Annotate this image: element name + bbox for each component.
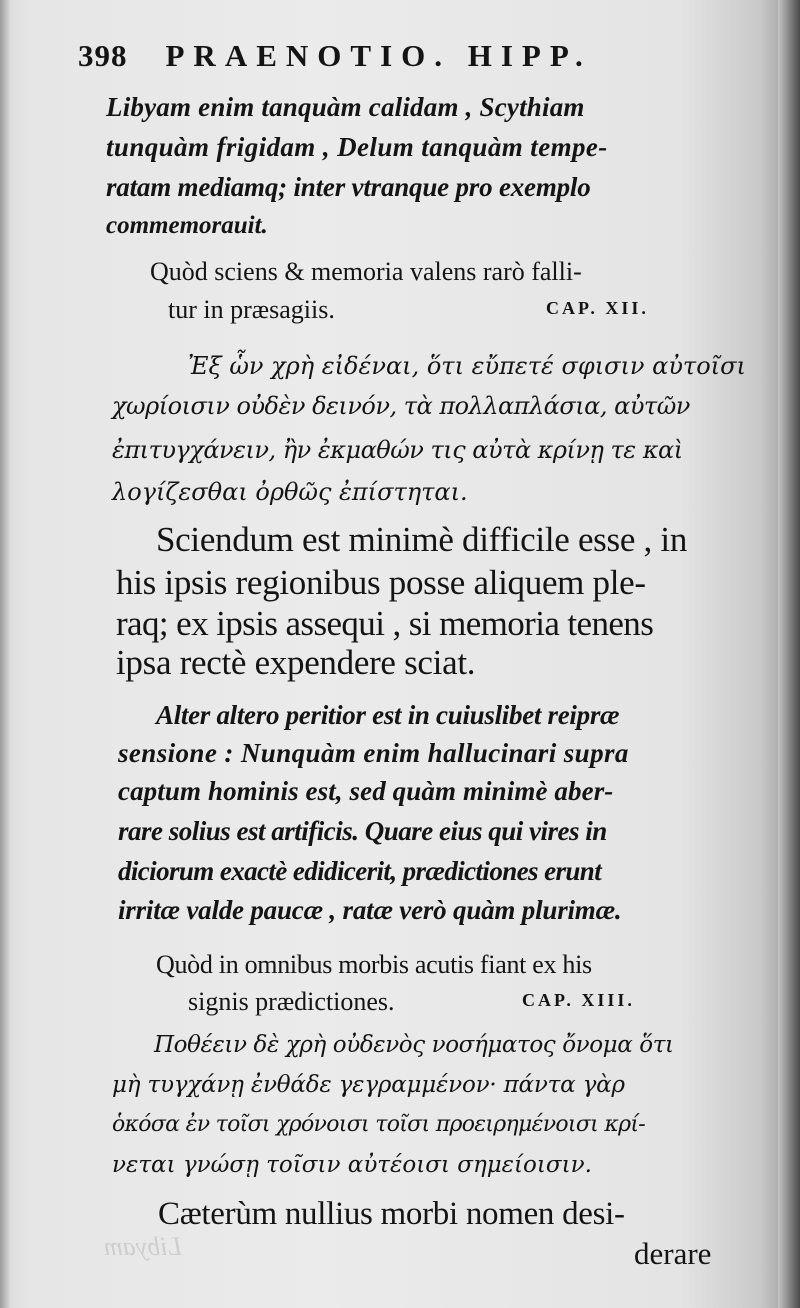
running-title: PRAENOTIO. HIPP. (165, 38, 592, 73)
block1-line: commemorauit. (106, 212, 268, 239)
commentary-line: diciorum exactè edidicerit, prædictiones erunt (118, 856, 602, 886)
greek-line: ὁκόσα ἐν τοῖσι χρόνοισι τοῖσι προειρημένοισι κρί- (112, 1112, 645, 1137)
catchword-bleed-through: Libyam (104, 1232, 182, 1261)
page-number: 398 (78, 38, 128, 73)
commentary-line: Alter altero peritior est in cuiuslibet reipræ (156, 700, 620, 730)
latin-line: raq; ex ipsis assequi , si memoria tenens (116, 604, 654, 643)
page-edge-shadow (778, 0, 800, 1308)
gutter-shadow (0, 0, 10, 1308)
greek-line: Ποθέειν δὲ χρὴ οὐδενὸς νοσήματος ὄνομα ὅτι (154, 1032, 674, 1058)
block1-line: Libyam enim tanquàm calidam , Scythiam (106, 92, 585, 122)
greek-line: νεται γνώσῃ τοῖσιν αὐτέοισι σημείοισιν. (112, 1152, 592, 1178)
latin-line: derare (634, 1236, 712, 1271)
chapter-13-heading-line1: Quòd in omnibus morbis acutis fiant ex his (156, 950, 592, 979)
commentary-line: rare solius est artificis. Quare eius qui vires in (118, 816, 607, 846)
running-header (78, 38, 592, 74)
commentary-line: captum hominis est, sed quàm minimè aber- (118, 776, 614, 806)
latin-line: his ipsis regionibus posse aliquem ple- (116, 563, 646, 602)
bleed-through-mark (560, 215, 566, 242)
greek-line: μὴ τυγχάνῃ ἐνθάδε γεγραμμένον· πάντα γὰρ (112, 1072, 625, 1098)
chapter-13-cap-label: CAP. XIII. (522, 990, 635, 1010)
block1-line: tunquàm frigidam , Delum tanquàm tempe- (106, 132, 608, 162)
latin-line: Sciendum est minimè difficile esse , in (156, 520, 688, 559)
latin-line: ipsa rectè expendere sciat. (116, 643, 476, 682)
latin-line: Cæterùm nullius morbi nomen desi- (158, 1196, 625, 1232)
commentary-line: irritæ valde paucæ , ratæ verò quàm plurimæ. (118, 895, 622, 925)
block1-line: ratam mediamq; inter vtranque pro exemplo (106, 172, 591, 202)
greek-line: λογίζεσθαι ὀρθῶς ἐπίστηται. (112, 478, 468, 506)
chapter-12-cap-label: CAP. XII. (546, 298, 649, 318)
greek-line: ἐπιτυγχάνειν, ἢν ἐκμαθών τις αὐτὰ κρίνῃ τε καὶ (112, 436, 683, 464)
chapter-12-heading-line1: Quòd sciens & memoria valens rarò falli- (150, 257, 582, 286)
commentary-line: sensione : Nunquàm enim hallucinari supra (118, 738, 629, 768)
greek-line: χωρίοισιν οὐδὲν δεινόν, τὰ πολλαπλάσια, αὐτῶν (112, 392, 690, 420)
chapter-13-heading-line2: signis prædictiones. (188, 987, 395, 1016)
greek-line: Ἐξ ὧν χρὴ εἰδέναι, ὅτι εὔπετέ σφισιν αὐτοῖσι (188, 352, 746, 380)
chapter-12-heading-line2: tur in præsagiis. (168, 295, 335, 324)
